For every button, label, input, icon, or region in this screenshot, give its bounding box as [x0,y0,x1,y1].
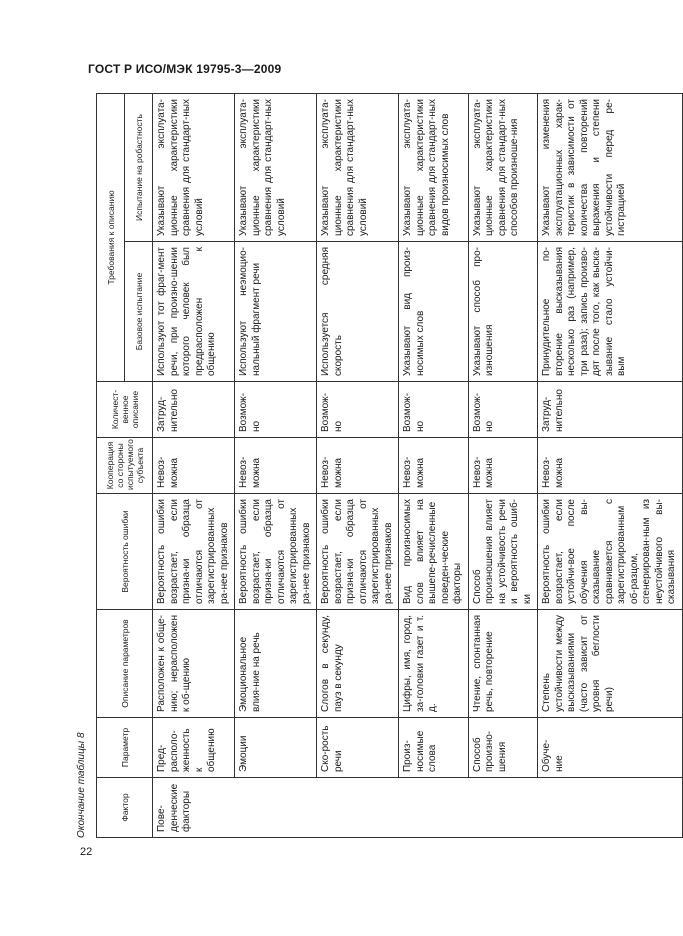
description-cell: Расположен к обще-нию; нерасположен к об-щению [153,610,235,718]
cooperation-cell: Невоз-можна [399,438,469,494]
robustness-test-cell: Указывают изменения эксплуатационных харак-теристик в зависимости от количества повторений выражения и степени устойчивости перед ре-гистрацией [538,94,683,242]
table-row [538,94,683,838]
table-row [153,94,235,838]
table-row [235,94,317,838]
robustness-test-cell: Указывают эксплуата-ционные характеристики сравнения для стандарт-ных условий [235,94,317,242]
header-requirements: Требования к описанию [97,94,125,382]
header-description: Описание параметров [97,610,153,718]
robustness-test-cell: Указывают эксплуата-ционные характеристики сравнения для стандарт-ных условий [317,94,399,242]
cooperation-cell: Невоз-можна [153,438,235,494]
page-number: 22 [80,846,93,858]
parameter-cell: Эмоции [235,718,317,778]
table-row [317,94,399,838]
header-factor: Фактор [97,778,153,838]
quantitative-cell: Затруд-нительно [538,382,683,438]
cooperation-cell: Невоз-можна [235,438,317,494]
error-cell: Вероятность ошибки возрастает, если призна-ки образца отличаются от зарегистрированных ра-нее признаков [317,494,399,610]
standard-header: ГОСТ Р ИСО/МЭК 19795-3—2009 [88,62,282,76]
header-error-probability: Вероятность ошибки [97,494,153,610]
quantitative-cell: Затруд-нительно [153,382,235,438]
description-cell: Слогов в секунду, пауз в секунду [317,610,399,718]
description-cell: Эмоциональное влия-ние на речь [235,610,317,718]
cooperation-cell: Невоз-можна [468,438,538,494]
quantitative-cell: Возмож-но [399,382,469,438]
error-cell: Вероятность ошибки возрастает, если призна-ки образца отличаются от зарегистрированных ра-нее признаков [153,494,235,610]
basic-test-cell: Принудительное по-вторение высказывания несколько раз (например, три раза); запись произво-дят после того, как выска-зывание стало устойчи-вым [538,242,683,382]
quantitative-cell: Возмож-но [317,382,399,438]
description-cell: Степень устойчивости между высказываниями (часто зависит от уровня беглости речи) [538,610,683,718]
factors-table [96,93,683,838]
parameter-cell: Ско-рость речи [317,718,399,778]
table-row [468,94,538,838]
parameter-cell: Пред-располо-женность к общению [153,718,235,778]
factor-cell: Пове-денческие факторы [153,778,683,838]
header-cooperation: Кооперация со стороны испытуемого субъекта [97,438,153,494]
rotated-table-block [76,94,677,838]
parameter-cell: Способ произно-шения [468,718,538,778]
robustness-test-cell: Указывают эксплуата-ционные характеристики сравнения для стандарт-ных видов произносимых слов [399,94,469,242]
cooperation-cell: Невоз-можна [538,438,683,494]
description-cell: Цифры, имя, город, за-головки газет и т. д. [399,610,469,718]
error-cell: Вид произносимых слов влияет на вышепе-речисленные поведен-ческие факторы [399,494,469,610]
table-continuation-caption: Окончание таблицы 8 [76,732,87,838]
description-cell: Чтение, спонтанная речь, повторение [468,610,538,718]
basic-test-cell: Используется средняя скорость [317,242,399,382]
quantitative-cell: Возмож-но [235,382,317,438]
header-quantitative: Количест-венное описание [97,382,153,438]
header-robustness-test: Испытание на робастность [125,94,153,242]
parameter-cell: Обуче-ние [538,718,683,778]
header-basic-test: Базовое испытание [125,242,153,382]
basic-test-cell: Используют неэмоцио-нальный фрагмент речи [235,242,317,382]
quantitative-cell: Возмож-но [468,382,538,438]
basic-test-cell: Указывают способ про-изношения [468,242,538,382]
header-parameter: Параметр [97,718,153,778]
error-cell: Способ произношения влияет на устойчивость речи и вероятность ошиб-ки [468,494,538,610]
robustness-test-cell: Указывают эксплуата-ционные характеристики сравнения для стандарт-ных способов произноше-ния [468,94,538,242]
cooperation-cell: Невоз-можна [317,438,399,494]
error-cell: Вероятность ошибки возрастает, если устойчи-вое после обучения вы-сказывание сравнивается с зарегистрированным об-разцом, сгенерирован-ным из неустойчивого вы-сказывания [538,494,683,610]
basic-test-cell: Используют тот фраг-мент речи, при произно-шении которого человек был предрасположен к общению [153,242,235,382]
parameter-cell: Произ-носимые слова [399,718,469,778]
robustness-test-cell: Указывают эксплуата-ционные характеристики сравнения для стандарт-ных условий [153,94,235,242]
error-cell: Вероятность ошибки возрастает, если призна-ки образца отличаются от зарегистрированных ра-нее признаков [235,494,317,610]
table-row [399,94,469,838]
basic-test-cell: Указывают вид произ-носимых слов [399,242,469,382]
